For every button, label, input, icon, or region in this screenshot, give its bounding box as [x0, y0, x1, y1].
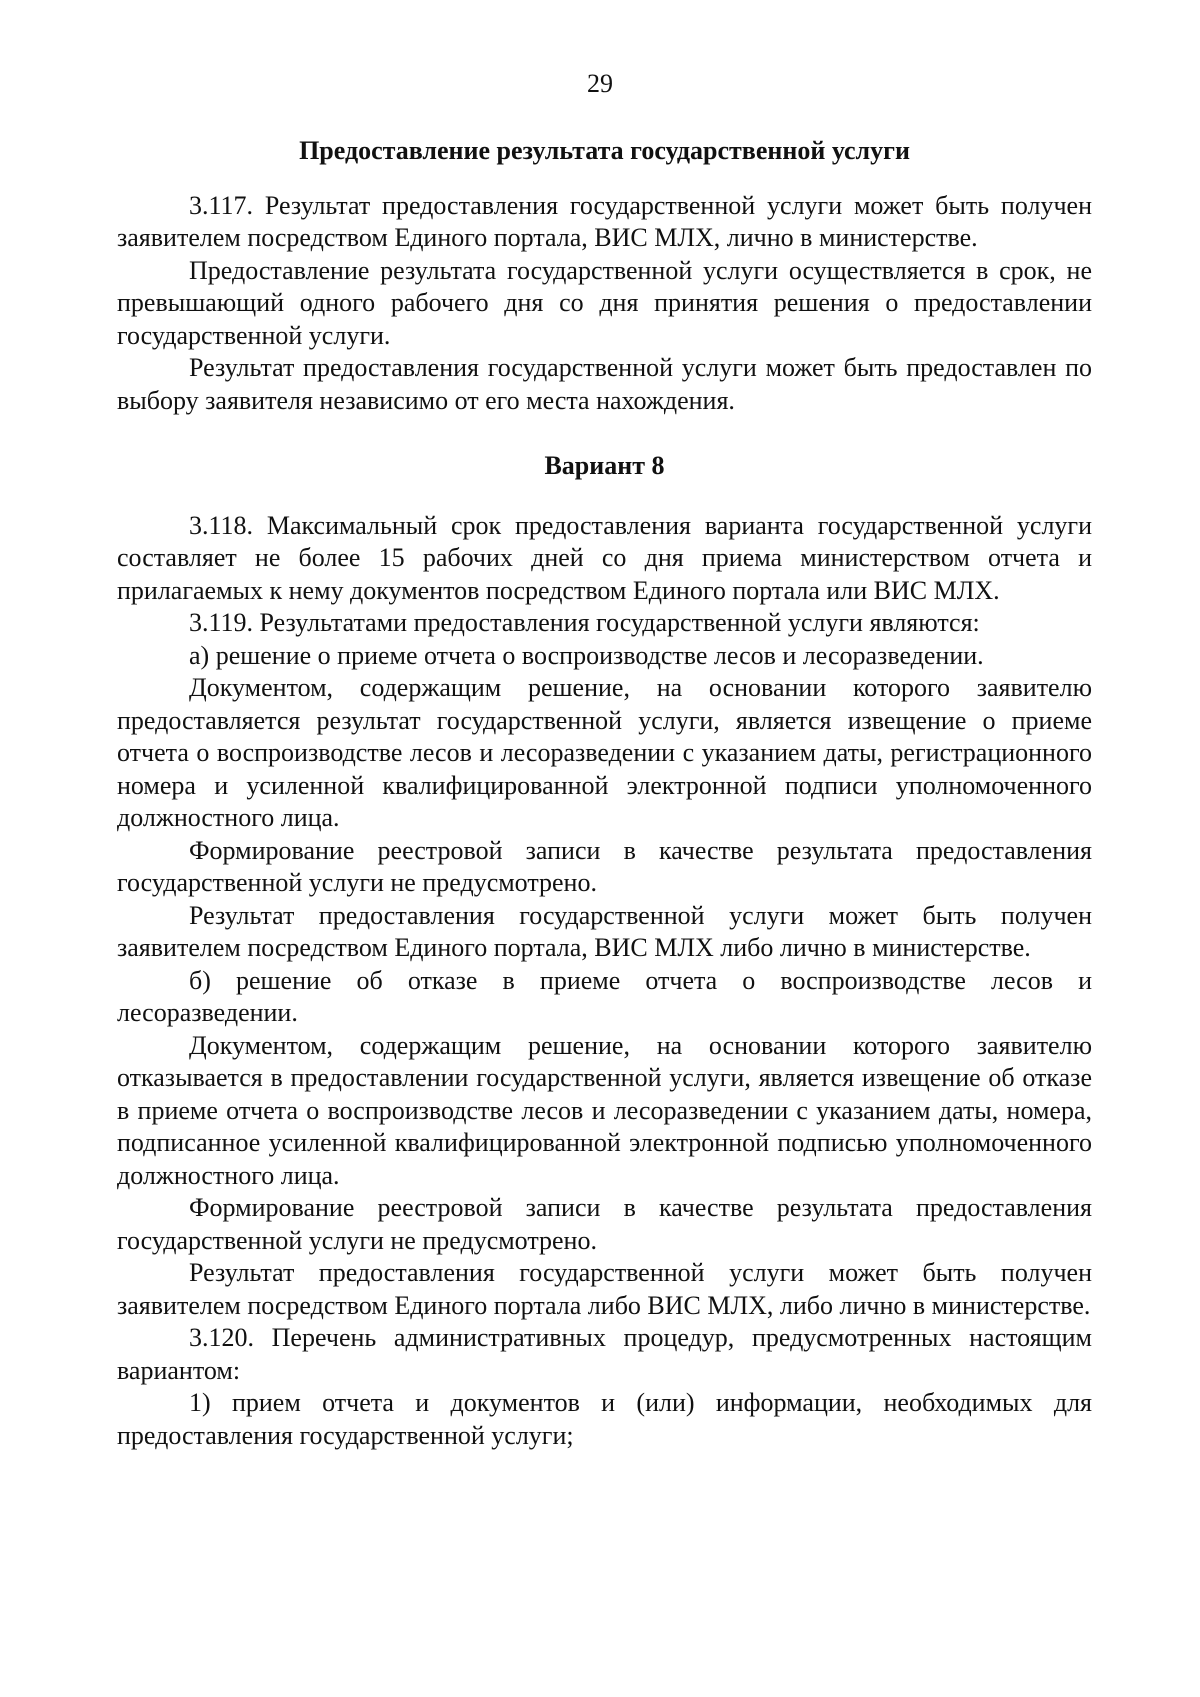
section-heading: Предоставление результата государственной услуги: [299, 136, 910, 165]
paragraph: Документом, содержащим решение, на основании которого заявителю предоставляется результат государственной услуги, является извещение о приеме отчета о воспроизводстве лесов и лесоразведении с указанием даты, регистрационного номера и усиленной квалифицированной электронной подписи уполномоченного должностного лица.: [117, 673, 1092, 832]
variant-heading: Вариант 8: [544, 451, 665, 480]
paragraph: Документом, содержащим решение, на основании которого заявителю отказывается в предоставлении государственной услуги, является извещение об отказе в приеме отчета о воспроизводстве лесов и лесоразведении с указанием даты, номера, подписанное усиленной квалифицированной электронной подписью уполномоченного должностного лица.: [117, 1030, 1092, 1190]
paragraph: Формирование реестровой записи в качестве результата предоставления государственной услуги не предусмотрено.: [117, 835, 1092, 897]
paragraph-3-117: 3.117. Результат предоставления государственной услуги может быть получен заявителем посредством Единого портала, ВИС МЛХ, лично в министерстве.: [117, 190, 1092, 252]
list-item-a: а) решение о приеме отчета о воспроизводстве лесов и лесоразведении.: [189, 640, 984, 670]
paragraph-3-118: 3.118. Максимальный срок предоставления варианта государственной услуги составляет не более 15 рабочих дней со дня приема министерством отчета и прилагаемых к нему документов посредством Единого портала или ВИС МЛХ.: [117, 510, 1092, 605]
paragraph: Результат предоставления государственной услуги может быть получен заявителем посредством Единого портала либо ВИС МЛХ, либо лично в министерстве.: [117, 1258, 1092, 1320]
list-item-b: б) решение об отказе в приеме отчета о воспроизводстве лесов и лесоразведении.: [117, 965, 1092, 1027]
list-item-1: 1) прием отчета и документов и (или) информации, необходимых для предоставления государственной услуги;: [117, 1388, 1092, 1450]
paragraph-3-119: 3.119. Результатами предоставления государственной услуги являются:: [189, 608, 980, 637]
document-body: [117, 135, 1092, 1452]
paragraph: Формирование реестровой записи в качестве результата предоставления государственной услуги не предусмотрено.: [117, 1193, 1092, 1255]
paragraph: Предоставление результата государственной услуги осуществляется в срок, не превышающий одного рабочего дня со дня принятия решения о предоставлении государственной услуги.: [117, 255, 1092, 350]
page-number: 29: [587, 69, 613, 98]
paragraph: Результат предоставления государственной услуги может быть получен заявителем посредством Единого портала, ВИС МЛХ либо лично в министерстве.: [117, 900, 1092, 962]
paragraph-3-120: 3.120. Перечень административных процедур, предусмотренных настоящим вариантом:: [117, 1323, 1092, 1385]
paragraph: Результат предоставления государственной услуги может быть предоставлен по выбору заявителя независимо от его места нахождения.: [117, 353, 1092, 415]
